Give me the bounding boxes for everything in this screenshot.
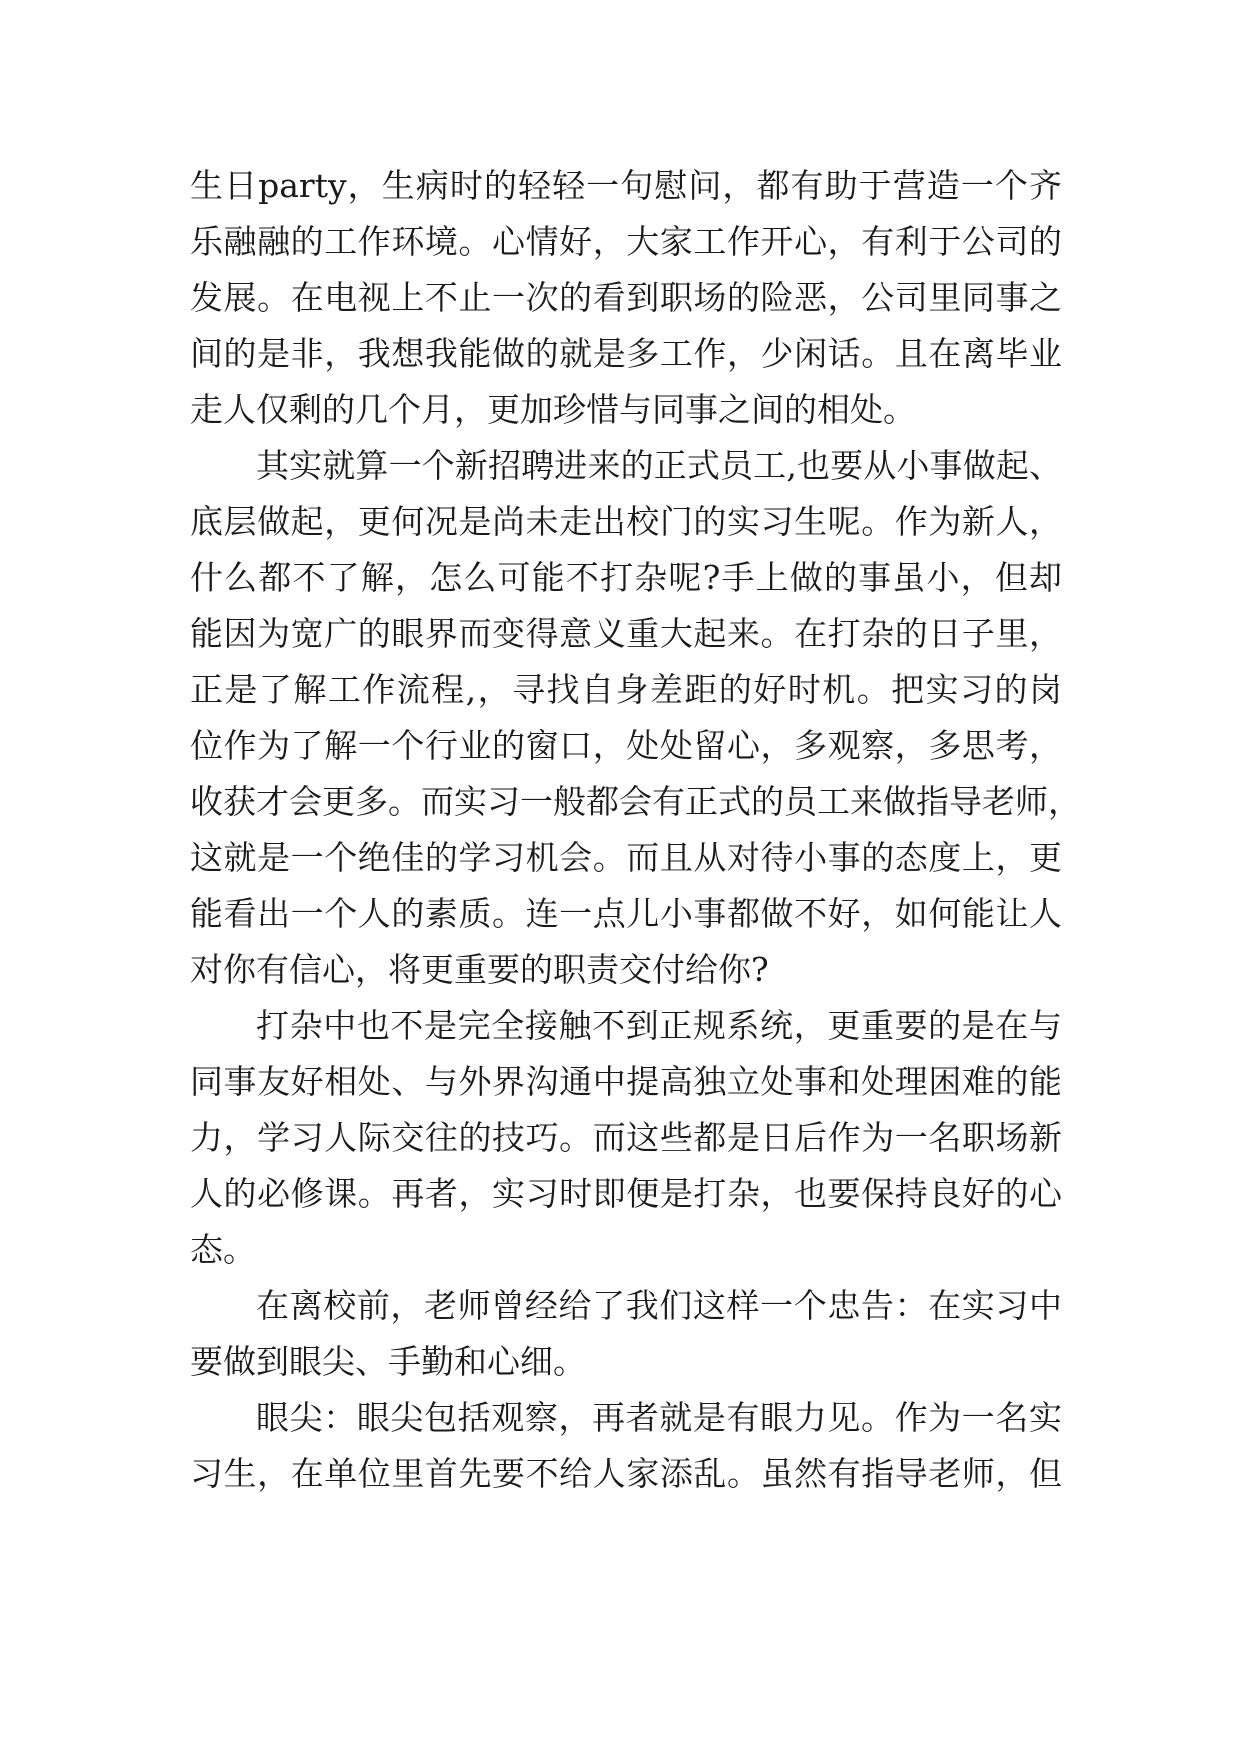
text-line: 其实就算一个新招聘进来的正式员工,也要从小事做起、 — [256, 446, 1062, 485]
text-line: 习生，在单位里首先要不给人家添乱。虽然有指导老师，但 — [190, 1454, 1062, 1493]
text-line: 眼尖：眼尖包括观察，再者就是有眼力见。作为一名实 — [256, 1398, 1062, 1437]
text-line: 收获才会更多。而实习一般都会有正式的员工来做指导老师， — [190, 782, 1081, 821]
text-line: 底层做起，更何况是尚未走出校门的实习生呢。作为新人， — [190, 502, 1062, 541]
paragraph-5 — [190, 1390, 1062, 1502]
text-line: 生日party，生病时的轻轻一句慰问，都有助于营造一个齐 — [190, 166, 1062, 205]
document-body — [190, 158, 1081, 1502]
text-line: 能因为宽广的眼界而变得意义重大起来。在打杂的日子里， — [190, 614, 1062, 653]
text-line: 对你有信心，将更重要的职责交付给你? — [190, 950, 769, 989]
text-line: 发展。在电视上不止一次的看到职场的险恶，公司里同事之 — [190, 278, 1062, 317]
text-line: 这就是一个绝佳的学习机会。而且从对待小事的态度上，更 — [190, 838, 1062, 877]
text-line: 态。 — [190, 1230, 256, 1269]
text-line: 人的必修课。再者，实习时即便是打杂，也要保持良好的心 — [190, 1174, 1062, 1213]
text-line: 乐融融的工作环境。心情好，大家工作开心，有利于公司的 — [190, 222, 1062, 261]
text-line: 要做到眼尖、手勤和心细。 — [190, 1342, 586, 1381]
text-line: 能看出一个人的素质。连一点儿小事都做不好，如何能让人 — [190, 894, 1062, 933]
paragraph-1 — [190, 158, 1062, 438]
text-line: 间的是非，我想我能做的就是多工作，少闲话。且在离毕业 — [190, 334, 1062, 373]
text-line: 打杂中也不是完全接触不到正规系统，更重要的是在与 — [256, 1006, 1062, 1045]
text-line: 同事友好相处、与外界沟通中提高独立处事和处理困难的能 — [190, 1062, 1062, 1101]
text-line: 什么都不了解，怎么可能不打杂呢?手上做的事虽小，但却 — [190, 558, 1062, 597]
text-line: 在离校前，老师曾经给了我们这样一个忠告：在实习中 — [256, 1286, 1062, 1325]
text-line: 正是了解工作流程,，寻找自身差距的好时机。把实习的岗 — [190, 670, 1062, 709]
text-line: 走人仅剩的几个月，更加珍惜与同事之间的相处。 — [190, 390, 916, 429]
paragraph-4 — [190, 1278, 1062, 1390]
text-line: 力，学习人际交往的技巧。而这些都是日后作为一名职场新 — [190, 1118, 1062, 1157]
paragraph-2 — [190, 438, 1081, 998]
text-line: 位作为了解一个行业的窗口，处处留心，多观察，多思考， — [190, 726, 1062, 765]
paragraph-3 — [190, 998, 1062, 1278]
